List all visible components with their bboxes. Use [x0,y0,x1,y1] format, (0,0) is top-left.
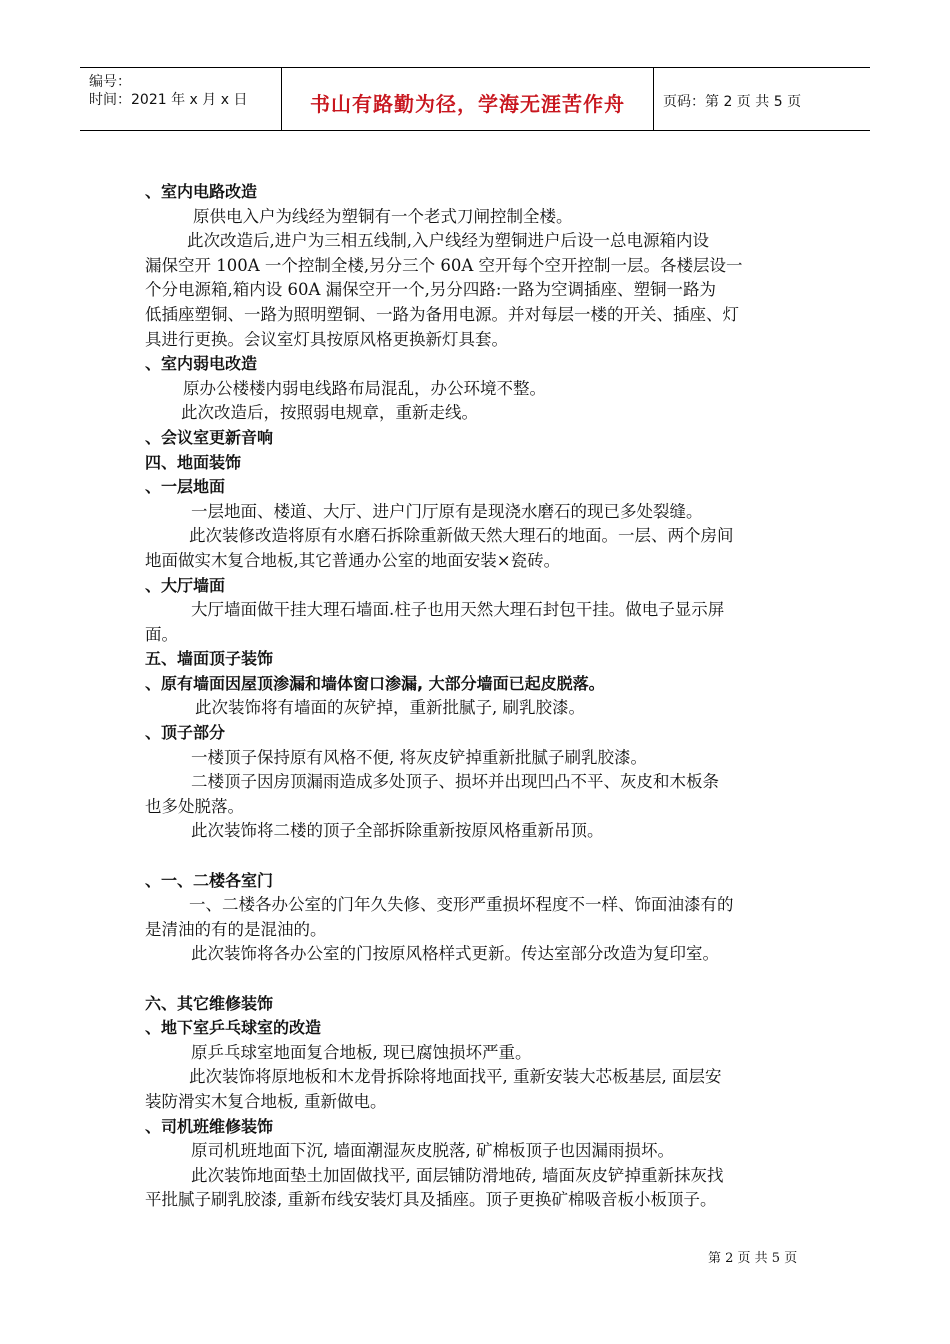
header-motto-cell [282,68,654,130]
paragraph-line: 二楼顶子因房顶漏雨造成多处顶子、损坏并出现凹凸不平、灰皮和木板条 [191,772,719,792]
paragraph-line: 平批腻子刷乳胶漆, 重新布线安装灯具及插座。顶子更换矿棉吸音板小板顶子。 [145,1190,717,1210]
paragraph-line: 面。 [145,624,178,644]
paragraph-line: 此次改造后，按照弱电规章，重新走线。 [181,403,478,423]
section-heading: 、会议室更新音响 [145,427,274,447]
paragraph-line: 个分电源箱,箱内设 60A 漏保空开一个,另分四路:一路为空调插座、塑铜一路为 [145,280,716,300]
blank-line [145,844,810,869]
paragraph-line: 此次装修改造将原有水磨石拆除重新做天然大理石的地面。一层、两个房间 [189,526,734,546]
document-body [145,180,810,1213]
section-heading: 、室内弱电改造 [145,354,258,374]
paragraph-line: 此次装饰将原地板和木龙骨拆除将地面找平, 重新安装大芯板基层, 面层安 [189,1067,722,1087]
section-heading: 五、墙面顶子装饰 [145,649,274,669]
document-date-label: 时间：2021 年 x 月 x 日 [89,92,248,108]
paragraph-line: 具进行更换。会议室灯具按原风格更换新灯具套。 [145,329,508,349]
paragraph-line: 地面做实木复合地板,其它普通办公室的地面安装×瓷砖。 [145,550,561,570]
paragraph-line: 此次改造后,进户为三相五线制,入户线经为塑铜进户后设一总电源箱内设 [187,231,709,251]
paragraph-line: 原司机班地面下沉, 墙面潮湿灰皮脱落, 矿棉板顶子也因漏雨损坏。 [191,1141,674,1161]
section-heading: 六、其它维修装饰 [145,993,274,1013]
header-motto: 书山有路勤为径，学海无涯苦作舟 [310,92,625,116]
section-heading: 、大厅墙面 [145,575,226,595]
paragraph-line: 装防滑实木复合地板, 重新做电。 [145,1091,387,1111]
section-heading: 、司机班维修装饰 [145,1116,274,1136]
document-number-label: 编号： [89,74,131,90]
section-heading: 、室内电路改造 [145,182,258,201]
section-heading: 、顶子部分 [145,723,226,743]
paragraph-line: 原乒乓球室地面复合地板, 现已腐蚀损坏严重。 [191,1042,532,1062]
section-heading: 、一层地面 [145,477,226,497]
paragraph-line: 是清油的有的是混油的。 [145,919,327,939]
paragraph-line: 漏保空开 100A 一个控制全楼,另分三个 60A 空开每个空开控制一层。各楼层设一 [145,255,743,275]
header-meta-cell [80,68,282,130]
paragraph-line: 一楼顶子保持原有风格不便, 将灰皮铲掉重新批腻子刷乳胶漆。 [191,747,647,767]
footer-page-number: 第 2 页 共 5 页 [708,1251,798,1266]
header-page-cell [654,68,870,130]
paragraph-line: 原供电入户为线经为塑铜有一个老式刀闸控制全楼。 [193,206,573,226]
paragraph-line: 此次装饰将有墙面的灰铲掉，重新批腻子, 刷乳胶漆。 [195,698,585,718]
section-heading: 、地下室乒乓球室的改造 [145,1018,322,1038]
header-page-number: 页码：第 2 页 共 5 页 [663,94,802,110]
paragraph-line: 大厅墙面做干挂大理石墙面.柱子也用天然大理石封包干挂。做电子显示屏 [191,600,725,620]
paragraph-line: 一层地面、楼道、大厅、进户门厅原有是现浇水磨石的现已多处裂缝。 [191,501,703,521]
section-heading: 四、地面装饰 [145,452,242,472]
section-heading: 、原有墙面因屋顶渗漏和墙体窗口渗漏, 大部分墙面已起皮脱落。 [145,673,605,693]
paragraph-line: 原办公楼楼内弱电线路布局混乱，办公环境不整。 [183,378,546,398]
paragraph-line: 一、二楼各办公室的门年久失修、变形严重损坏程度不一样、饰面油漆有的 [189,895,734,915]
section-heading: 、一、二楼各室门 [145,870,274,890]
blank-line [145,967,810,992]
paragraph-line: 也多处脱落。 [145,796,244,816]
paragraph-line: 低插座塑铜、一路为照明塑铜、一路为备用电源。并对每层一楼的开关、插座、灯 [145,304,739,324]
paragraph-line: 此次装饰地面垫土加固做找平, 面层铺防滑地砖, 墙面灰皮铲掉重新抹灰找 [191,1165,724,1185]
paragraph-line: 此次装饰将各办公室的门按原风格样式更新。传达室部分改造为复印室。 [191,944,719,964]
page-header [80,67,870,131]
paragraph-line: 此次装饰将二楼的顶子全部拆除重新按原风格重新吊顶。 [191,821,604,841]
